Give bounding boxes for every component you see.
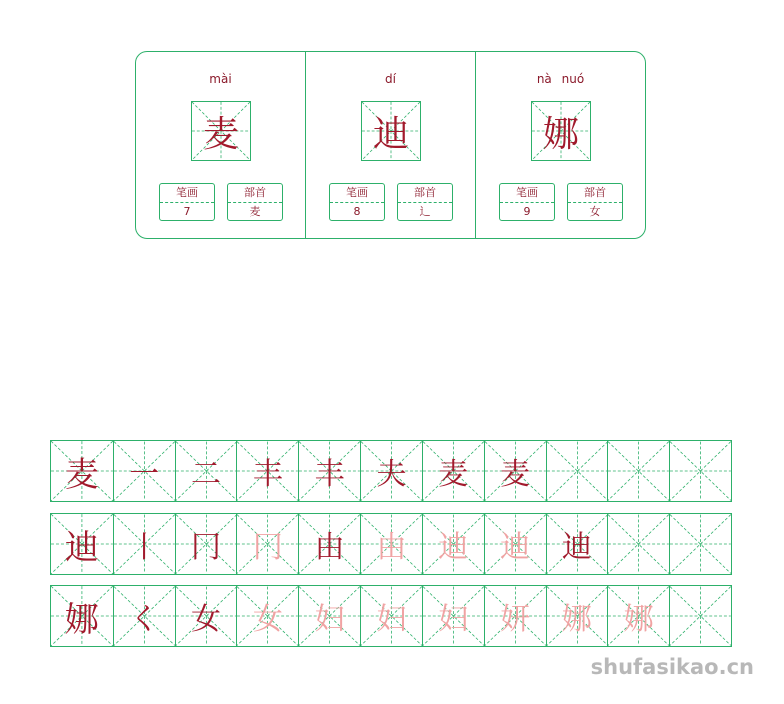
stroke-step: 女	[252, 602, 283, 637]
stroke-step: 迪	[500, 530, 531, 565]
practice-cell	[175, 514, 237, 574]
practice-cell	[236, 586, 298, 646]
practice-cell	[113, 586, 175, 646]
stroke-step	[547, 441, 608, 501]
practice-cell	[484, 441, 546, 501]
practice-cell	[484, 586, 546, 646]
stroke-step: 由	[314, 530, 345, 565]
practice-cell	[298, 514, 360, 574]
stroke-step: 迪	[561, 530, 592, 565]
stroke-step	[670, 514, 731, 574]
stroke-step: 由	[376, 530, 407, 565]
char-grid-box	[361, 101, 421, 161]
practice-cell	[360, 586, 422, 646]
stroke-step: 妇	[314, 602, 345, 637]
stroke-order-row	[50, 440, 732, 502]
stroke-step: 女	[191, 602, 222, 637]
stroke-order-row	[50, 585, 732, 647]
radical-box	[397, 183, 453, 221]
stroke-step: 麦	[438, 457, 469, 492]
big-character: 娜	[542, 113, 579, 155]
practice-cell-main	[51, 586, 113, 646]
practice-cell	[546, 586, 608, 646]
radical-box	[567, 183, 623, 221]
strokes-label: 笔画	[500, 184, 554, 203]
practice-cell	[669, 441, 731, 501]
radical-value: 辶	[419, 205, 431, 218]
practice-cell	[607, 441, 669, 501]
practice-cell	[298, 586, 360, 646]
practice-cell	[422, 586, 484, 646]
stroke-step: 迪	[438, 530, 469, 565]
practice-cell	[422, 441, 484, 501]
stroke-step: 丰	[252, 457, 283, 492]
practice-cell	[113, 514, 175, 574]
stroke-step: 丰	[314, 457, 345, 492]
practice-cell	[360, 514, 422, 574]
practice-cell-main	[51, 514, 113, 574]
practice-cell	[607, 586, 669, 646]
strokes-label: 笔画	[160, 184, 214, 203]
strokes-box	[159, 183, 215, 221]
char-column-2	[475, 52, 645, 238]
stroke-step: 冂	[252, 530, 283, 565]
stroke-step: 夫	[376, 457, 407, 492]
stroke-step: 娜	[561, 602, 592, 637]
radical-label: 部首	[398, 184, 452, 203]
stroke-step: 一	[129, 457, 160, 492]
pinyin: nà nuó	[536, 72, 585, 86]
stroke-step	[670, 586, 731, 646]
char-grid-box	[531, 101, 591, 161]
stroke-step: 丨	[129, 530, 160, 565]
watermark: shufasikao.cn	[590, 655, 754, 679]
practice-cell	[422, 514, 484, 574]
radical-label: 部首	[568, 184, 622, 203]
stroke-step	[608, 441, 669, 501]
strokes-box	[499, 183, 555, 221]
stroke-step: 妇	[376, 602, 407, 637]
character-info-card	[135, 51, 646, 239]
practice-cell	[669, 586, 731, 646]
stroke-step: 妇	[438, 602, 469, 637]
char-column-1	[305, 52, 475, 238]
radical-value: 麦	[249, 205, 261, 218]
stroke-step: 二	[191, 457, 222, 492]
strokes-box	[329, 183, 385, 221]
char-column-0	[136, 52, 305, 238]
stroke-step: 麦	[500, 457, 531, 492]
strokes-value: 8	[353, 205, 361, 218]
strokes-value: 7	[183, 205, 191, 218]
practice-character: 麦	[64, 454, 99, 495]
stroke-step	[608, 514, 669, 574]
stroke-order-row	[50, 513, 732, 575]
practice-cell	[175, 586, 237, 646]
stroke-step: 妍	[500, 602, 531, 637]
practice-cell	[360, 441, 422, 501]
practice-cell	[484, 514, 546, 574]
strokes-label: 笔画	[330, 184, 384, 203]
practice-cell	[175, 441, 237, 501]
pinyin: dí	[385, 72, 396, 86]
practice-character: 迪	[64, 527, 99, 568]
practice-cell	[236, 441, 298, 501]
practice-cell	[669, 514, 731, 574]
stroke-step: 娜	[623, 602, 654, 637]
practice-cell	[236, 514, 298, 574]
radical-box	[227, 183, 283, 221]
radical-value: 女	[589, 205, 601, 218]
practice-cell	[113, 441, 175, 501]
practice-cell	[298, 441, 360, 501]
practice-cell	[546, 514, 608, 574]
stroke-step	[670, 441, 731, 501]
practice-character: 娜	[64, 599, 99, 640]
pinyin: mài	[209, 72, 232, 86]
practice-cell	[546, 441, 608, 501]
strokes-value: 9	[523, 205, 531, 218]
radical-label: 部首	[228, 184, 282, 203]
stroke-step: 冂	[191, 530, 222, 565]
practice-cell	[607, 514, 669, 574]
big-character: 麦	[202, 113, 239, 155]
practice-cell-main	[51, 441, 113, 501]
char-grid-box	[191, 101, 251, 161]
big-character: 迪	[372, 113, 409, 155]
stroke-step: く	[129, 602, 160, 637]
